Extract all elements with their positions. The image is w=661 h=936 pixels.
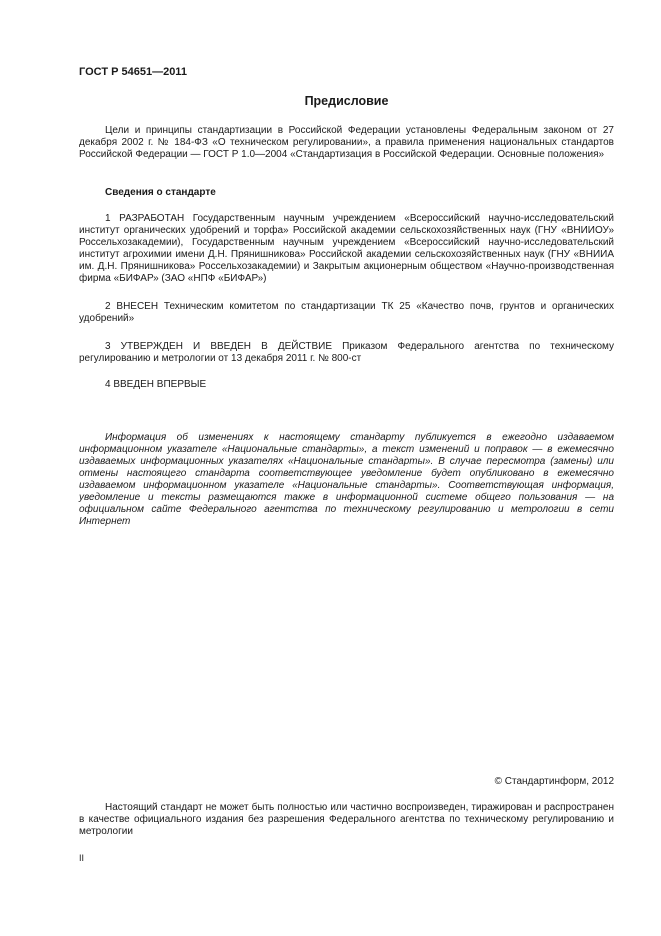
- copyright-line: © Стандартинформ, 2012: [494, 776, 614, 787]
- intro-paragraph: Цели и принципы стандартизации в Российской Федерации установлены Федеральным законом от 27 декабря 2002 г. № 184-ФЗ «О техническом регулировании», а правила применения национальных стандартов Российской Федерации — ГОСТ Р 1.0—2004 «Стандартизация в Российской Федерации. Основные положения»: [79, 125, 614, 160]
- item-4-block: [79, 379, 614, 391]
- info-notice-block: [79, 432, 614, 528]
- item-3-block: [79, 341, 614, 365]
- page-title: [0, 94, 661, 108]
- item-introduced-by: 2 ВНЕСЕН Техническим комитетом по стандартизации ТК 25 «Качество почв, грунтов и органических удобрений»: [79, 301, 614, 324]
- page-number: II: [79, 853, 85, 863]
- item-approved: 3 УТВЕРЖДЕН И ВВЕДЕН В ДЕЙСТВИЕ Приказом Федерального агентства по техническому регулированию и метрологии от 13 декабря 2011 г. № 800-ст: [79, 341, 614, 364]
- item-1-block: [79, 213, 614, 285]
- standard-info-heading: Сведения о стандарте: [105, 187, 216, 198]
- page-title-text: Предисловие: [304, 94, 389, 108]
- intro-section: [79, 125, 614, 161]
- footer-notice-block: [79, 802, 614, 838]
- document-code: ГОСТ Р 54651—2011: [79, 66, 187, 78]
- footer-notice: Настоящий стандарт не может быть полностью или частично воспроизведен, тиражирован и распространен в качестве официального издания без разрешения Федерального агентства по техническому регулированию и метрологии: [79, 802, 614, 837]
- item-2-block: [79, 301, 614, 325]
- item-developed-by: 1 РАЗРАБОТАН Государственным научным учреждением «Всероссийский научно-исследовательский институт органических удобрений и торфа» Российской академии сельскохозяйственных наук (ГНУ «ВНИИОУ» Россельхозакадемии), Государственным научным учреждением «Всероссийский научно-исследовательский институт агрохимии имени Д.Н. Прянишникова» Российской академии сельскохозяйственных наук (ГНУ «ВНИИА им. Д.Н. Прянишникова» Россельхозакадемии) и Закрытым акционерным обществом «Научно-производственная фирма «БИФАР» (ЗАО «НПФ «БИФАР»): [79, 213, 614, 284]
- standard-info-heading-block: [79, 187, 614, 199]
- info-notice: Информация об изменениях к настоящему стандарту публикуется в ежегодно издаваемом информационном указателе «Национальные стандарты», а текст изменений и поправок — в ежемесячно издаваемых информационных указателях «Национальные стандарты». В случае пересмотра (замены) или отмены настоящего стандарта соответствующее уведомление будет опубликовано в ежемесячно издаваемом информационном указателе «Национальные стандарты». Соответствующая информация, уведомление и тексты размещаются также в информационной системе общего пользования — на официальном сайте Федерального агентства по техническому регулированию и метрологии в сети Интернет: [79, 432, 614, 527]
- item-first-introduced: 4 ВВЕДЕН ВПЕРВЫЕ: [105, 379, 207, 390]
